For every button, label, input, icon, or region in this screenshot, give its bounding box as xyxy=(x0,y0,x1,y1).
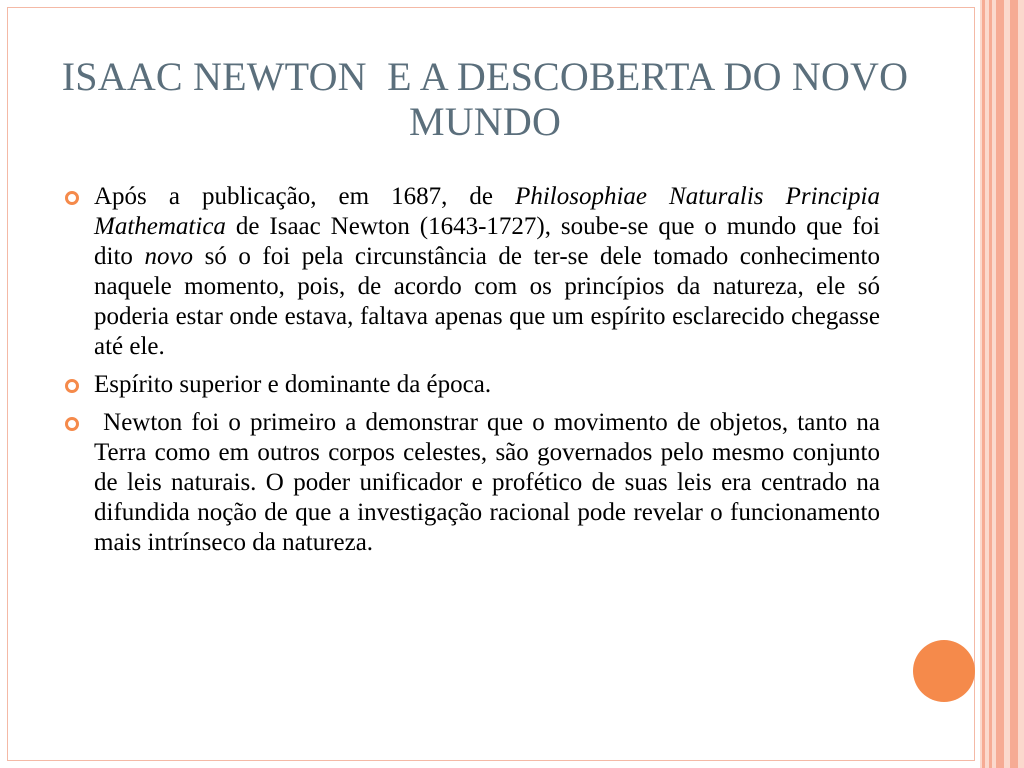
bullet-circle-icon xyxy=(65,417,79,431)
stripe-line xyxy=(982,0,985,768)
slide-title: ISAAC NEWTON E A DESCOBERTA DO NOVO MUNDO xyxy=(61,54,919,144)
bullet-item xyxy=(62,182,880,362)
bullet-circle-icon xyxy=(65,191,79,205)
bullet-text: Espírito superior e dominante da época. xyxy=(94,371,492,398)
stripe-line xyxy=(996,0,1004,768)
decorative-side-stripes xyxy=(980,0,1024,768)
bullet-list xyxy=(62,182,887,566)
stripe-line xyxy=(989,0,992,768)
stripe-line xyxy=(1010,0,1018,768)
book-title: Philosophiae Naturalis Principia Mathematica xyxy=(94,183,881,240)
bullet-text: Newton foi o primeiro a demonstrar que o movimento de objetos, tanto na Terra como em outros corpos celestes, são governados pelo mesmo conjunto de leis naturais. O poder unificador e profético de suas leis era centrado na difundida noção de que a investigação racional pode revelar o funcionamento mais intrínseco da natureza. xyxy=(94,409,887,556)
bullet-text: só o foi pela circunstância de ter-se dele tomado conhecimento naquele momento, pois, de acordo com os princípios da natureza, ele só poderia estar onde estava, faltava apenas que um espírito esclarecido chegasse até ele. xyxy=(94,243,880,360)
bullet-text: de Isaac Newton (1643-1727), soube-se que o mundo que foi dito xyxy=(94,213,880,270)
bullet-circle-icon xyxy=(65,379,79,393)
bullet-text: Após a publicação, em 1687, de xyxy=(94,183,516,210)
emphasis-word: novo xyxy=(144,243,194,270)
bullet-item xyxy=(62,370,880,400)
bullet-item xyxy=(62,408,887,558)
decorative-circle xyxy=(913,640,975,702)
